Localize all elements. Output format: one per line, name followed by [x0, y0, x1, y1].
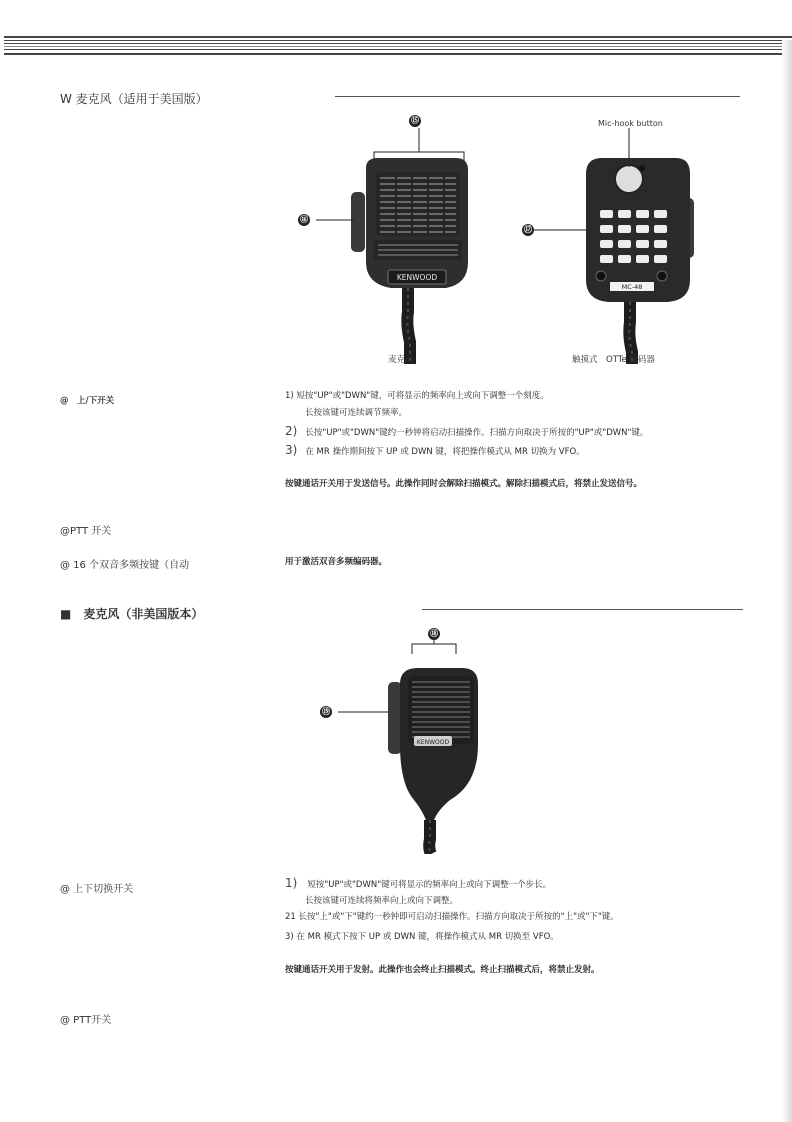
dtmf-keys-description: 用于激活双音多频编码器。	[285, 557, 388, 567]
updown-switch-label: @ 上/下开关	[60, 396, 115, 406]
updown-line-2-text: 长按"UP"或"DWN"键约一秒钟将启动扫描操作。扫描方向取决于所按的"UP"或"DWN"键。	[305, 428, 649, 438]
ptt-description-1: 按键通话开关用于发送信号。此操作同时会解除扫描模式。解除扫描模式后，将禁止发送信号。	[285, 479, 643, 489]
caption-microphone: 麦克风	[388, 355, 414, 365]
callout-15: ⑮	[411, 116, 419, 125]
nonus-line-1-text: 短按"UP"或"DWN"键可将显示的频率向上或向下调整一个步长。	[307, 880, 552, 890]
callout-19: ⑲	[322, 707, 330, 716]
header-rule	[0, 36, 792, 58]
caption-touch-dtmf: 触摸式 OTTe 编码器	[572, 355, 655, 365]
updown-line-3	[285, 444, 585, 457]
callout-18: ⑱	[430, 629, 438, 638]
section2-title	[60, 605, 203, 622]
updown-switch-label-2: @ 上下切换开关	[60, 884, 134, 895]
nonus-line-1b: 长按该键可连续将频率向上或向下调整。	[305, 896, 459, 906]
nonus-num-1: 1)	[285, 876, 298, 890]
nonus-line-2: 21 长按"上"或"下"键约一秒钟即可启动扫描操作。扫描方向取决于所按的"上"或"下"键。	[285, 912, 619, 922]
nonus-line-1	[285, 877, 551, 890]
updown-num-3: 3)	[285, 443, 298, 457]
updown-line-1b: 长按该键可连续调节频率。	[305, 408, 408, 418]
nonus-line-3: 3) 在 MR 模式下按下 UP 或 DWN 键，将操作模式从 MR 切换至 VFO。	[285, 932, 559, 942]
callout-17: ⑰	[524, 225, 532, 234]
updown-line-2	[285, 425, 648, 438]
mic-hook-callout: Mic-hook button	[598, 119, 663, 128]
section1-title: W 麦克风（适用于美国版）	[60, 92, 208, 106]
callout-16: ⑯	[300, 215, 308, 224]
ptt-label-1: @PTT 开关	[60, 526, 112, 537]
microphone-illustration	[296, 112, 696, 374]
page-edge-shadow	[782, 40, 792, 1122]
updown-num-2: 2)	[285, 424, 298, 438]
brand-label-2: KENWOOD	[416, 739, 450, 746]
figure-nonus-microphone	[330, 624, 490, 854]
updown-line-3-text: 在 MR 操作期间按下 UP 或 DWN 键，将把操作模式从 MR 切换为 VFO。	[305, 447, 585, 457]
ptt-label-2: @ PTT开关	[60, 1015, 112, 1026]
updown-line-1: 1) 短按"UP"或"DWN"键，可将显示的频率向上或向下调整一个刻度。	[285, 391, 549, 401]
section2-title-text: ■ 麦克风（非美国版本）	[60, 607, 204, 621]
model-label: MC-48	[621, 283, 643, 291]
section2-rule	[422, 609, 743, 610]
figure-us-microphones	[296, 112, 696, 374]
section1-rule	[335, 96, 740, 97]
microphone-nonus-illustration	[330, 624, 490, 854]
brand-label-1: KENWOOD	[396, 273, 438, 282]
ptt-description-2: 按键通话开关用于发射。此操作也会终止扫描模式。终止扫描模式后，将禁止发射。	[285, 965, 600, 975]
dtmf-keys-label: @ 16 个双音多频按键（自动	[60, 560, 190, 571]
